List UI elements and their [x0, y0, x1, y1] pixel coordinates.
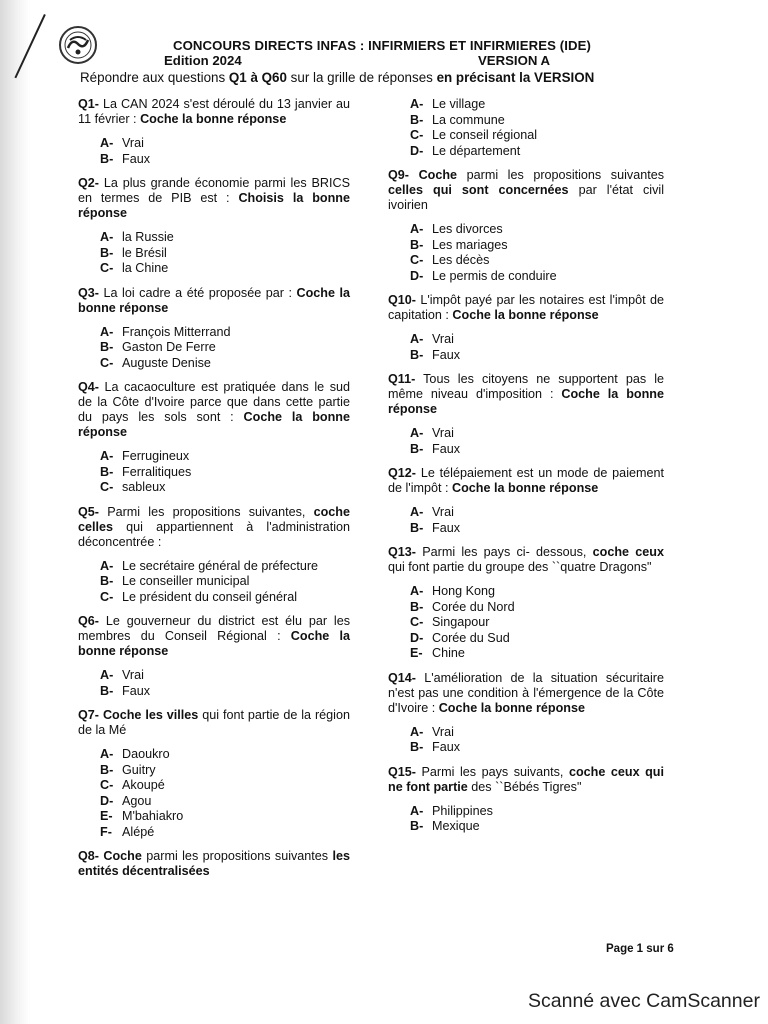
question-text: Tous les citoyens ne supportent pas le même niveau d'imposition :: [388, 372, 664, 401]
option-text: Corée du Sud: [432, 630, 510, 645]
question-label: Q6-: [78, 614, 99, 628]
camscanner-watermark: Scanné avec CamScanner: [528, 990, 760, 1012]
question-bold: coche ceux: [592, 545, 664, 559]
answer-option: [410, 113, 664, 129]
answer-option: [100, 559, 350, 575]
option-letter: D-: [410, 143, 424, 158]
option-text: Vrai: [122, 136, 144, 150]
answer-options: [410, 584, 664, 662]
answer-option: [100, 794, 350, 810]
question-text: L'amélioration de la situation sécuritaire n'est pas une condition à l'émergence de la Côte d'Ivoire :: [388, 670, 664, 715]
option-text: Le village: [432, 97, 486, 111]
option-text: Ferrugineux: [122, 449, 190, 463]
question-bold: Coche la bonne réponse: [78, 410, 351, 439]
instruction-range: Q1 à Q60: [228, 70, 287, 85]
answer-options: [410, 332, 664, 363]
option-letter: B-: [100, 762, 114, 777]
answer-option: [100, 340, 350, 356]
answer-option: [100, 778, 350, 794]
option-letter: B-: [100, 340, 114, 354]
option-letter: E-: [100, 809, 113, 823]
question-text: [388, 545, 664, 575]
answer-options: [410, 505, 664, 536]
question-bold: Coche: [103, 849, 142, 863]
option-text: Le conseil régional: [432, 128, 538, 142]
question-bold: Choisis la bonne réponse: [78, 191, 350, 220]
question-text: [78, 380, 350, 440]
option-text: La commune: [432, 112, 505, 127]
option-text: Vrai: [432, 505, 454, 519]
question-label: Q7-: [78, 708, 99, 722]
option-letter: A-: [410, 426, 424, 440]
option-text: Faux: [432, 520, 460, 535]
option-letter: C-: [410, 615, 424, 629]
question-bold: coche celles: [78, 504, 350, 534]
answer-options: [100, 559, 350, 606]
answer-option: [100, 809, 350, 825]
answer-option: [410, 442, 664, 458]
option-letter: C-: [100, 355, 114, 370]
option-text: Le conseiller municipal: [122, 574, 250, 588]
question-text: [388, 293, 664, 323]
option-text: la Russie: [122, 230, 174, 244]
answer-option: [410, 631, 664, 647]
option-text: Philippines: [432, 803, 493, 818]
answer-option: [100, 136, 350, 152]
option-text: François Mitterrand: [122, 324, 231, 339]
question-text: [388, 671, 664, 716]
option-text: Hong Kong: [432, 584, 496, 598]
instruction-text-1: Répondre aux questions: [80, 70, 229, 85]
option-letter: D-: [100, 793, 114, 808]
question-label: Q8-: [78, 849, 99, 863]
question-text2: parmi les propositions suivantes: [457, 168, 664, 182]
question-text2: qui appartiennent à l'administration déconcentrée :: [78, 519, 350, 549]
question-bold: Coche: [418, 168, 458, 182]
question-label: Q2-: [78, 176, 99, 190]
option-letter: A-: [100, 747, 114, 761]
option-letter: B-: [410, 520, 424, 535]
question-text2: qui font partie de la région de la Mé: [78, 708, 350, 737]
answer-option: [410, 144, 664, 160]
answer-option: [100, 763, 350, 779]
option-text: sableux: [122, 480, 166, 494]
option-text: Daoukro: [122, 747, 170, 761]
option-letter: A-: [100, 230, 114, 244]
answer-option: [100, 356, 350, 372]
question-text: La plus grande économie parmi les BRICS en termes de PIB est :: [78, 176, 350, 205]
answer-options: [100, 449, 350, 496]
question-label: Q10-: [388, 293, 416, 307]
option-text: Gaston De Ferre: [122, 340, 216, 354]
question-text: Parmi les pays suivants,: [416, 764, 569, 779]
question-text: La cacaoculture est pratiquée dans le sud de la Côte d'Ivoire parce que dans cette partie du pays les sols sont :: [78, 380, 350, 424]
option-letter: C-: [100, 261, 114, 275]
question-label: Q5-: [78, 504, 99, 519]
answer-option: [100, 465, 350, 481]
option-text: Vrai: [432, 332, 454, 346]
option-letter: A-: [410, 505, 424, 519]
answer-option: [100, 825, 350, 841]
question-text: [78, 708, 350, 738]
question-label: Q14-: [388, 670, 416, 685]
question-text: [78, 849, 350, 879]
answer-option: [410, 804, 664, 820]
option-letter: A-: [410, 803, 424, 818]
option-letter: B-: [410, 441, 424, 456]
answer-option: [410, 505, 664, 521]
question-label: Q4-: [78, 380, 99, 394]
question-bold: Coche la bonne réponse: [438, 700, 585, 715]
option-text: Vrai: [122, 668, 144, 682]
option-letter: A-: [410, 724, 424, 739]
question-label: Q13-: [388, 545, 416, 559]
answer-option: [410, 97, 664, 113]
answer-option: [100, 325, 350, 341]
option-text: Faux: [432, 441, 460, 456]
question-bold: Coche la bonne réponse: [78, 285, 350, 315]
answer-option: [100, 684, 350, 700]
option-text: Mexique: [432, 819, 480, 833]
institution-logo-icon: [54, 24, 102, 66]
answer-option: [410, 128, 664, 144]
exam-edition: Edition 2024: [164, 53, 242, 68]
question-bold: Coche la bonne réponse: [452, 481, 599, 495]
option-letter: B-: [100, 245, 114, 260]
option-text: Faux: [432, 740, 460, 754]
question-label: Q11-: [388, 372, 416, 386]
option-letter: E-: [410, 646, 423, 660]
question-bold2: celles qui sont concernées: [388, 183, 569, 197]
answer-options: [410, 725, 664, 756]
question-text2: parmi les propositions suivantes: [141, 849, 333, 863]
answer-option: [410, 615, 664, 631]
exam-header: [102, 38, 662, 69]
question-text: La loi cadre a été proposée par :: [99, 285, 297, 300]
option-text: Guitry: [122, 762, 156, 777]
option-text: Les mariages: [432, 237, 508, 252]
option-text: Faux: [432, 347, 460, 362]
question-bold: Coche la bonne réponse: [78, 629, 350, 658]
answer-option: [100, 230, 350, 246]
answer-option: [100, 261, 350, 277]
answer-option: [410, 332, 664, 348]
answer-option: [410, 521, 664, 537]
option-letter: A-: [100, 449, 114, 463]
question-text: [78, 176, 350, 221]
page-number: Page 1 sur 6: [606, 943, 674, 955]
option-letter: A-: [100, 136, 114, 150]
question-label: Q9-: [388, 168, 409, 182]
question-text: Le télépaiement est un mode de paiement de l'impôt :: [388, 466, 664, 495]
answer-options: [410, 804, 664, 835]
answer-option: [410, 253, 664, 269]
instruction-emphasis: en précisant la VERSION: [436, 70, 595, 85]
answer-option: [410, 426, 664, 442]
question-text: [78, 614, 350, 659]
answer-options: [100, 230, 350, 277]
option-text: Ferralitiques: [122, 464, 192, 479]
option-text: Agou: [122, 793, 152, 808]
option-text: Le département: [432, 143, 521, 158]
option-letter: B-: [410, 112, 424, 127]
option-text: Le président du conseil général: [122, 589, 298, 604]
answer-options: [100, 747, 350, 840]
question-text: [388, 372, 664, 417]
exam-page: [22, 10, 758, 985]
answer-option: [100, 574, 350, 590]
question-bold: Coche la bonne réponse: [388, 387, 664, 416]
answer-options: [410, 222, 664, 284]
option-letter: C-: [100, 480, 114, 494]
option-text: Vrai: [432, 426, 454, 440]
exam-title: CONCOURS DIRECTS INFAS : INFIRMIERS ET INFIRMIERES (IDE): [172, 38, 592, 53]
answer-option: [410, 269, 664, 285]
answer-option: [100, 747, 350, 763]
option-text: Faux: [122, 151, 150, 166]
question-bold: Coche la bonne réponse: [452, 308, 599, 322]
question-text: La CAN 2024 s'est déroulé du 13 janvier au 11 février :: [78, 97, 350, 126]
question-text: [409, 168, 419, 182]
option-letter: D-: [410, 630, 424, 645]
answer-option: [410, 740, 664, 756]
question-label: Q12-: [388, 466, 416, 480]
question-text3: par l'état civil ivoirien: [388, 183, 664, 212]
answer-option: [410, 238, 664, 254]
question-label: Q15-: [388, 764, 416, 779]
answer-option: [410, 348, 664, 364]
question-bold: Coche les villes: [102, 708, 199, 722]
option-text: Vrai: [432, 724, 454, 739]
answer-option: [100, 246, 350, 262]
answer-option: [100, 152, 350, 168]
question-bold: Coche la bonne réponse: [140, 112, 287, 126]
question-text: [78, 286, 350, 316]
option-letter: C-: [100, 589, 114, 604]
answer-options: [100, 668, 350, 699]
option-text: Chine: [432, 646, 465, 660]
answer-option: [100, 668, 350, 684]
answer-option: [410, 725, 664, 741]
question-text: Parmi les pays ci- dessous,: [416, 545, 593, 559]
option-letter: A-: [410, 332, 424, 346]
answer-option: [100, 480, 350, 496]
option-letter: F-: [100, 824, 112, 839]
answer-option: [410, 600, 664, 616]
option-letter: A-: [410, 97, 424, 111]
option-text: Alépé: [122, 824, 155, 839]
option-letter: B-: [100, 464, 114, 479]
answer-option: [100, 590, 350, 606]
question-bold2: les entités décentralisées: [78, 849, 351, 878]
question-text: [78, 97, 350, 127]
question-text: L'impôt payé par les notaires est l'impôt de capitation :: [388, 293, 664, 322]
option-text: Le secrétaire général de préfecture: [122, 558, 319, 573]
option-letter: C-: [410, 253, 424, 267]
question-text: [78, 505, 350, 550]
instructions: [80, 70, 680, 85]
answer-option: [410, 584, 664, 600]
answer-options: [410, 426, 664, 457]
option-text: Faux: [122, 683, 150, 698]
question-text: Le gouverneur du district est élu par les membres du Conseil Régional :: [78, 614, 350, 643]
option-letter: B-: [410, 819, 424, 833]
option-text: Singapour: [432, 615, 490, 629]
question-text: [388, 466, 664, 496]
question-text: [388, 765, 664, 795]
option-text: le Brésil: [122, 245, 167, 260]
option-letter: B-: [410, 599, 424, 614]
option-text: Les divorces: [432, 222, 503, 236]
option-text: la Chine: [122, 261, 169, 275]
option-letter: A-: [100, 558, 114, 573]
option-letter: A-: [410, 584, 424, 598]
option-letter: C-: [410, 128, 424, 142]
question-text: [388, 168, 664, 213]
option-letter: B-: [410, 237, 424, 252]
left-question-column: [78, 97, 350, 888]
option-text: Akoupé: [122, 778, 165, 792]
option-letter: A-: [410, 222, 424, 236]
question-bold: coche ceux qui ne font partie: [388, 764, 664, 794]
option-letter: A-: [100, 324, 114, 339]
option-letter: B-: [100, 574, 114, 588]
option-letter: B-: [410, 347, 424, 362]
right-question-column: [388, 97, 664, 844]
option-text: Les décès: [432, 253, 490, 267]
exam-version: VERSION A: [478, 53, 551, 68]
option-letter: B-: [410, 740, 424, 754]
option-letter: D-: [410, 268, 424, 283]
answer-option: [410, 646, 664, 662]
option-letter: B-: [100, 151, 114, 166]
question-label: Q3-: [78, 285, 99, 300]
option-text: Corée du Nord: [432, 599, 515, 614]
option-text: Auguste Denise: [122, 355, 211, 370]
instruction-text-2: sur la grille de réponses: [286, 70, 437, 85]
answer-option: [410, 819, 664, 835]
option-letter: C-: [100, 778, 114, 792]
answer-options: [100, 325, 350, 372]
option-text: Le permis de conduire: [432, 268, 557, 283]
answer-option: [410, 222, 664, 238]
option-letter: B-: [100, 683, 114, 698]
answer-options: [100, 136, 350, 167]
question-text: Parmi les propositions suivantes,: [99, 504, 314, 519]
option-letter: A-: [100, 668, 114, 682]
question-text2: des ``Bébés Tigres": [467, 779, 582, 794]
question-label: Q1-: [78, 97, 99, 111]
answer-option: [100, 449, 350, 465]
option-text: M'bahiakro: [122, 809, 184, 823]
question-text2: qui font partie du groupe des ``quatre Dragons": [388, 560, 652, 574]
answer-options: [410, 97, 664, 159]
